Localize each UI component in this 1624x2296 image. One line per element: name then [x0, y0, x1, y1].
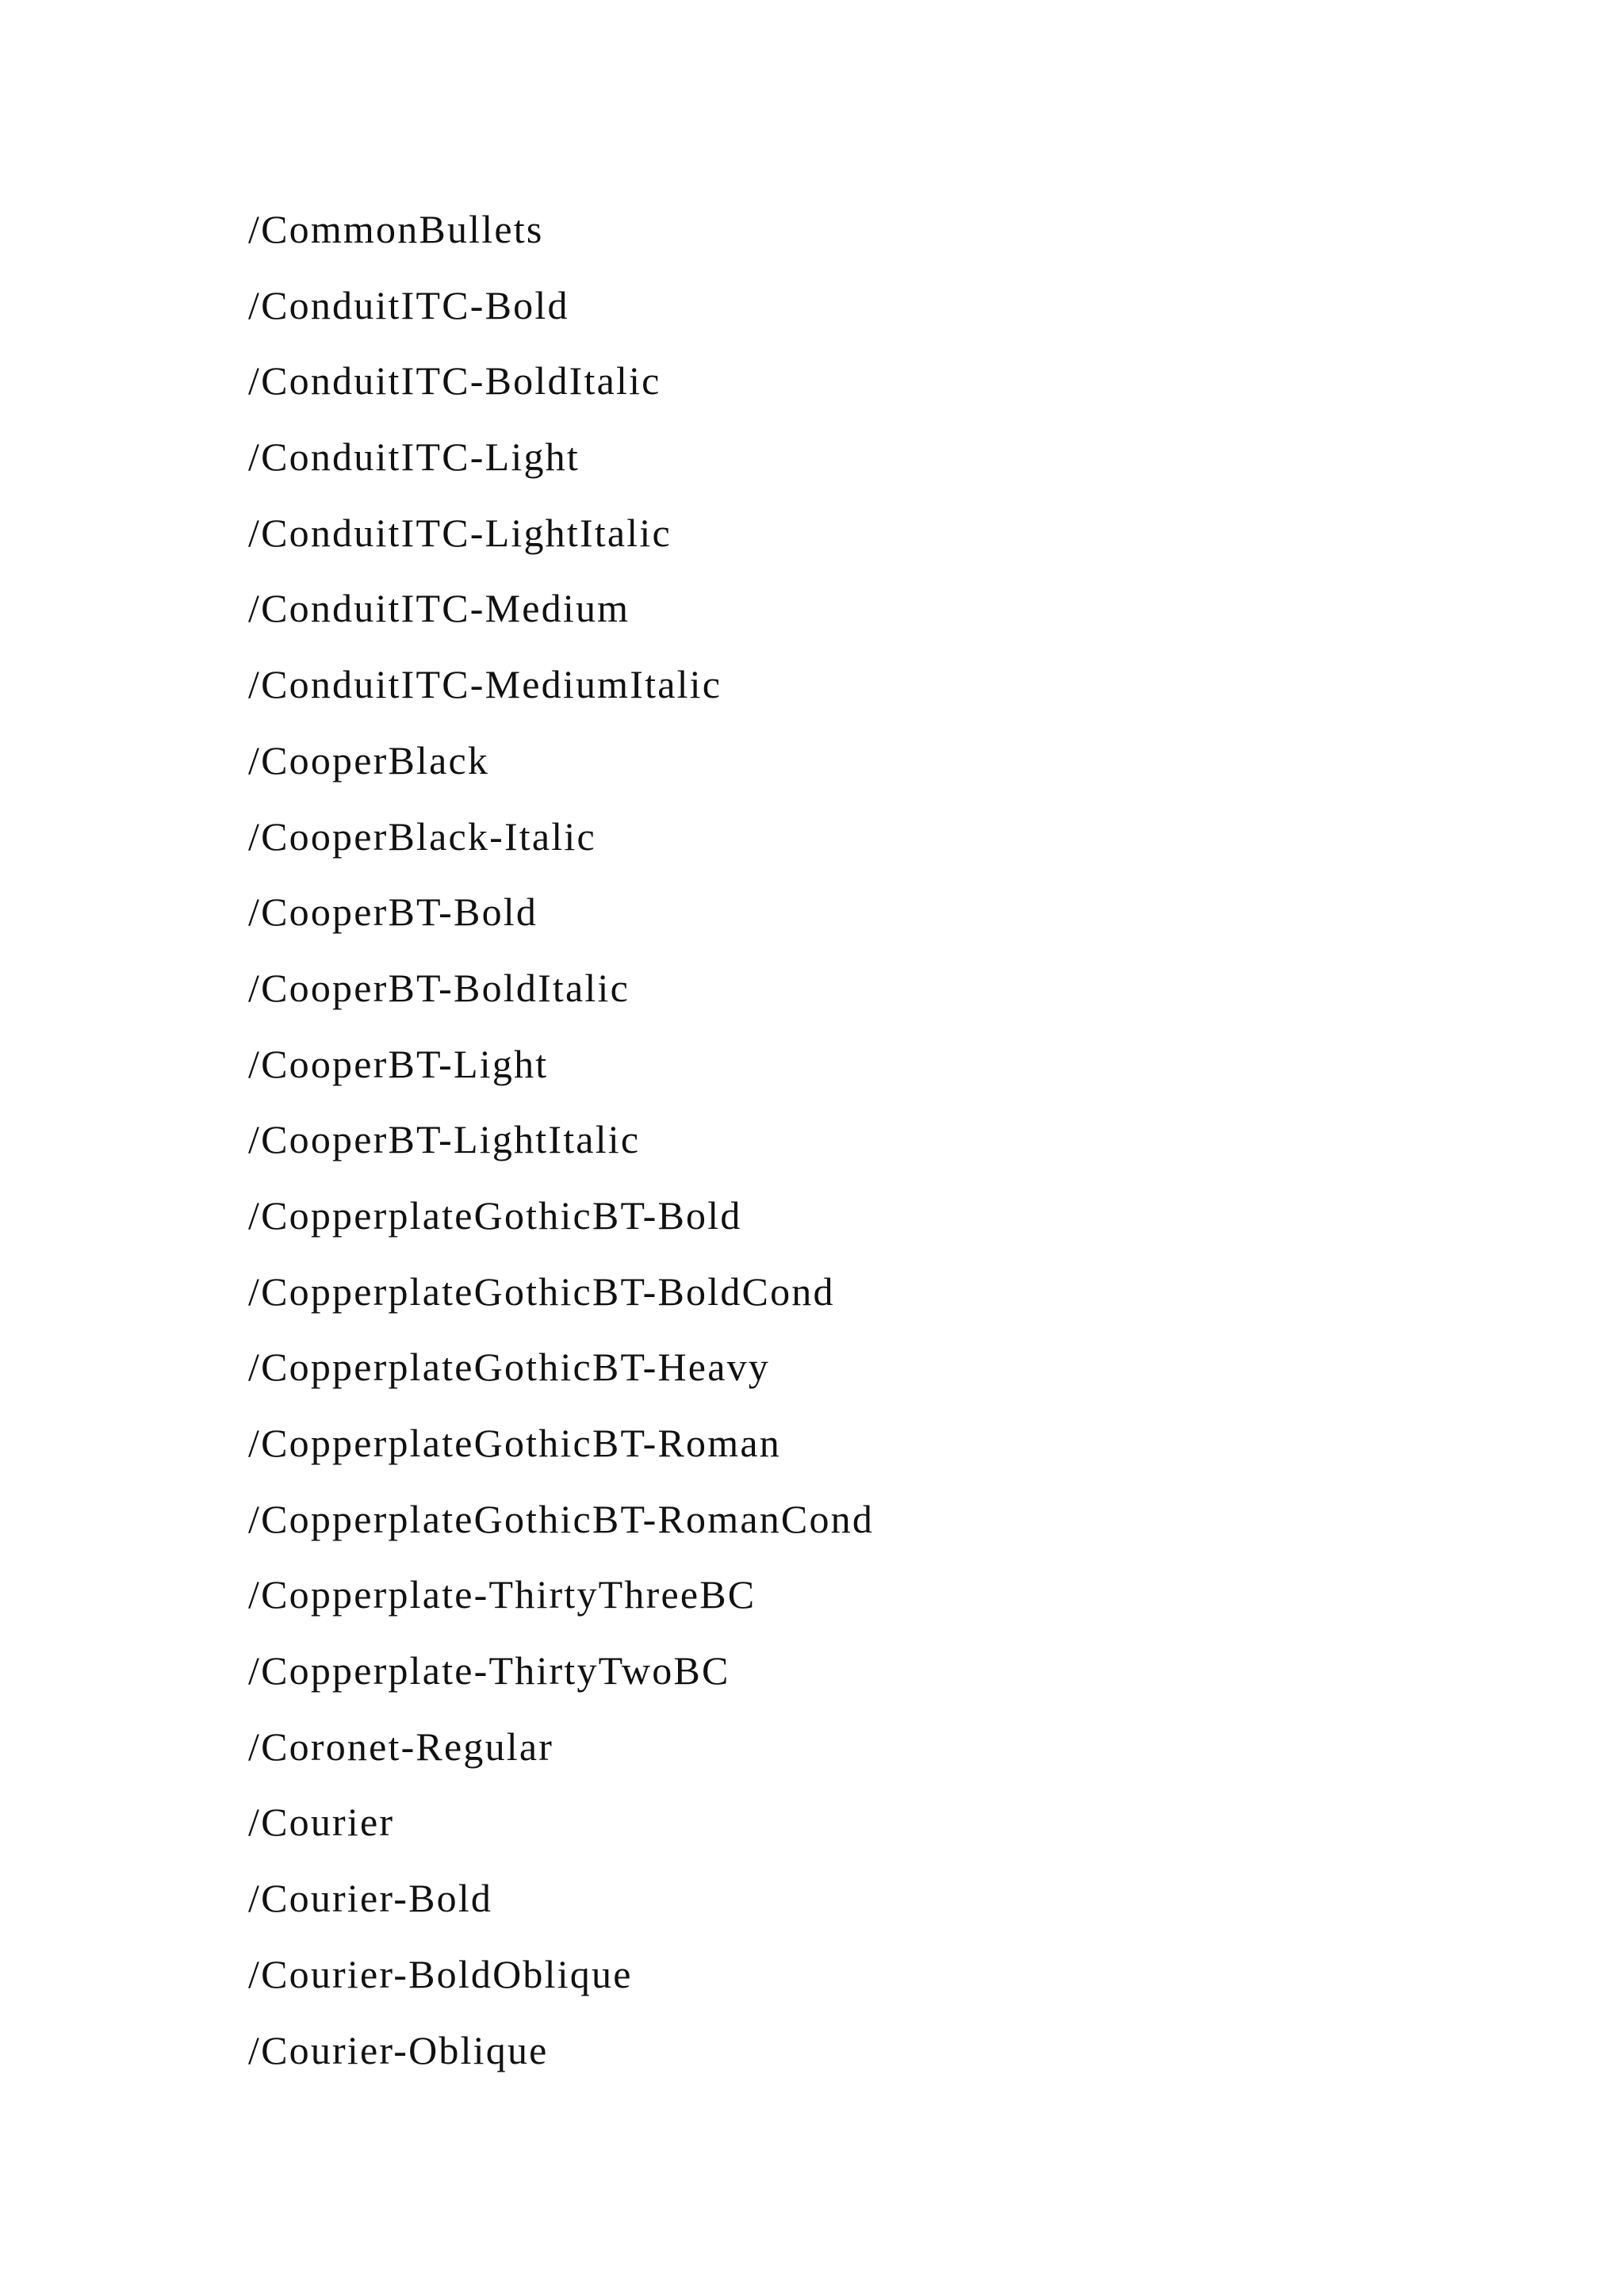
font-name-item: /Copperplate-ThirtyThreeBC — [248, 1572, 756, 1617]
font-name-item: /Copperplate-ThirtyTwoBC — [248, 1648, 730, 1693]
font-name-item: /ConduitITC-BoldItalic — [248, 358, 661, 404]
font-name-item: /CooperBT-BoldItalic — [248, 965, 630, 1010]
font-name-item: /ConduitITC-Light — [248, 434, 580, 480]
font-name-item: /CopperplateGothicBT-RomanCond — [248, 1496, 875, 1541]
font-name-item: /CopperplateGothicBT-Heavy — [248, 1345, 770, 1390]
font-name-list — [248, 192, 874, 2088]
font-name-item: /CopperplateGothicBT-Roman — [248, 1421, 781, 1465]
font-name-item: /CooperBT-Bold — [248, 890, 538, 935]
font-name-item: /Courier-Oblique — [248, 2027, 549, 2072]
font-name-item: /Courier-BoldOblique — [248, 1951, 633, 1996]
font-name-item: /ConduitITC-MediumItalic — [248, 662, 722, 707]
font-name-item: /CooperBT-Light — [248, 1041, 549, 1086]
font-name-item: /ConduitITC-Bold — [248, 282, 569, 327]
font-name-item: /ConduitITC-LightItalic — [248, 510, 672, 555]
font-name-item: /CommonBullets — [248, 207, 544, 251]
font-name-item: /CooperBlack — [248, 737, 490, 783]
font-name-item: /CopperplateGothicBT-BoldCond — [248, 1269, 835, 1314]
font-name-item: /Courier-Bold — [248, 1876, 493, 1921]
font-name-item: /CooperBT-LightItalic — [248, 1117, 641, 1162]
font-name-item: /CooperBlack-Italic — [248, 813, 596, 859]
font-name-item: /Coronet-Regular — [248, 1724, 554, 1769]
font-name-item: /CopperplateGothicBT-Bold — [248, 1192, 742, 1238]
font-name-item: /Courier — [248, 1800, 395, 1845]
font-name-item: /ConduitITC-Medium — [248, 586, 630, 631]
